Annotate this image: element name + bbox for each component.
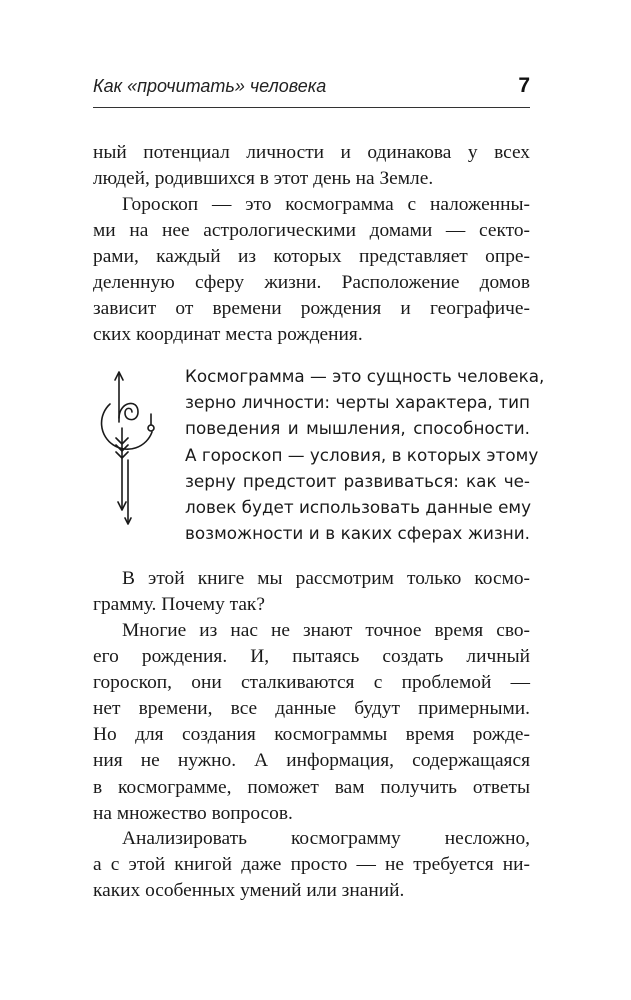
text-line: Многие из нас не знают точное время сво- bbox=[122, 620, 530, 641]
text-line: Анализировать космограмму несложно, bbox=[122, 828, 530, 849]
running-title: Как «прочитать» человека bbox=[93, 76, 327, 96]
text-line: гороскоп, они сталкиваются с проблемой — bbox=[93, 672, 530, 694]
text-line: деленную сферу жизни. Расположение домов bbox=[93, 272, 530, 294]
callout-text bbox=[185, 363, 545, 546]
text-line: грамму. Почему так? bbox=[93, 594, 265, 616]
paragraph-4 bbox=[93, 618, 530, 827]
text-line: его рождения. И, пытаясь создать личный bbox=[93, 646, 530, 668]
text-line: рами, каждый из которых представляет опре- bbox=[93, 246, 530, 268]
paragraph-3 bbox=[93, 566, 530, 618]
text-line: зависит от времени рождения и географиче- bbox=[93, 298, 530, 320]
text-line: на множество вопросов. bbox=[93, 802, 293, 824]
page-number: 7 bbox=[518, 74, 530, 97]
text-line: людей, родившихся в этот день на Земле. bbox=[93, 168, 434, 190]
text-line: ный потенциал личности и одинакова у всех bbox=[93, 142, 530, 163]
astrology-symbol-icon bbox=[98, 368, 158, 528]
callout-line: ловек будет использовать данные ему bbox=[185, 496, 531, 517]
paragraph-5 bbox=[93, 826, 530, 904]
header-rule bbox=[93, 107, 530, 108]
callout-line: возможности и в каких сферах жизни. bbox=[185, 523, 530, 544]
paragraph-2 bbox=[93, 192, 530, 349]
callout-line: Космограмма — это сущность человека, bbox=[185, 366, 545, 386]
text-line: В этой книге мы рассмотрим только космо- bbox=[122, 568, 530, 589]
callout-line: зерну предстоит развиваться: как че- bbox=[185, 470, 530, 491]
paragraph-1 bbox=[93, 140, 530, 192]
text-line: Гороскоп — это космограмма с наложенны- bbox=[122, 194, 530, 215]
text-line: ских координат места рождения. bbox=[93, 324, 363, 346]
callout-line: А гороскоп — условия, в которых этому bbox=[185, 444, 539, 465]
text-line: ми на нее астрологическими домами — секто- bbox=[93, 220, 530, 242]
callout-line: зерно личности: черты характера, тип bbox=[185, 392, 530, 413]
running-header bbox=[93, 74, 530, 102]
text-line: ния не нужно. А информация, содержащаяся bbox=[93, 750, 530, 772]
text-line: в космограмме, поможет вам получить ответы bbox=[93, 776, 530, 798]
callout-line: поведения и мышления, способности. bbox=[185, 418, 530, 439]
text-line: каких особенных умений или знаний. bbox=[93, 880, 405, 902]
text-line: Но для создания космограммы время рожде- bbox=[93, 724, 530, 746]
text-line: а с этой книгой даже просто — не требуется ни- bbox=[93, 854, 530, 876]
text-line: нет времени, все данные будут примерными. bbox=[93, 698, 530, 720]
